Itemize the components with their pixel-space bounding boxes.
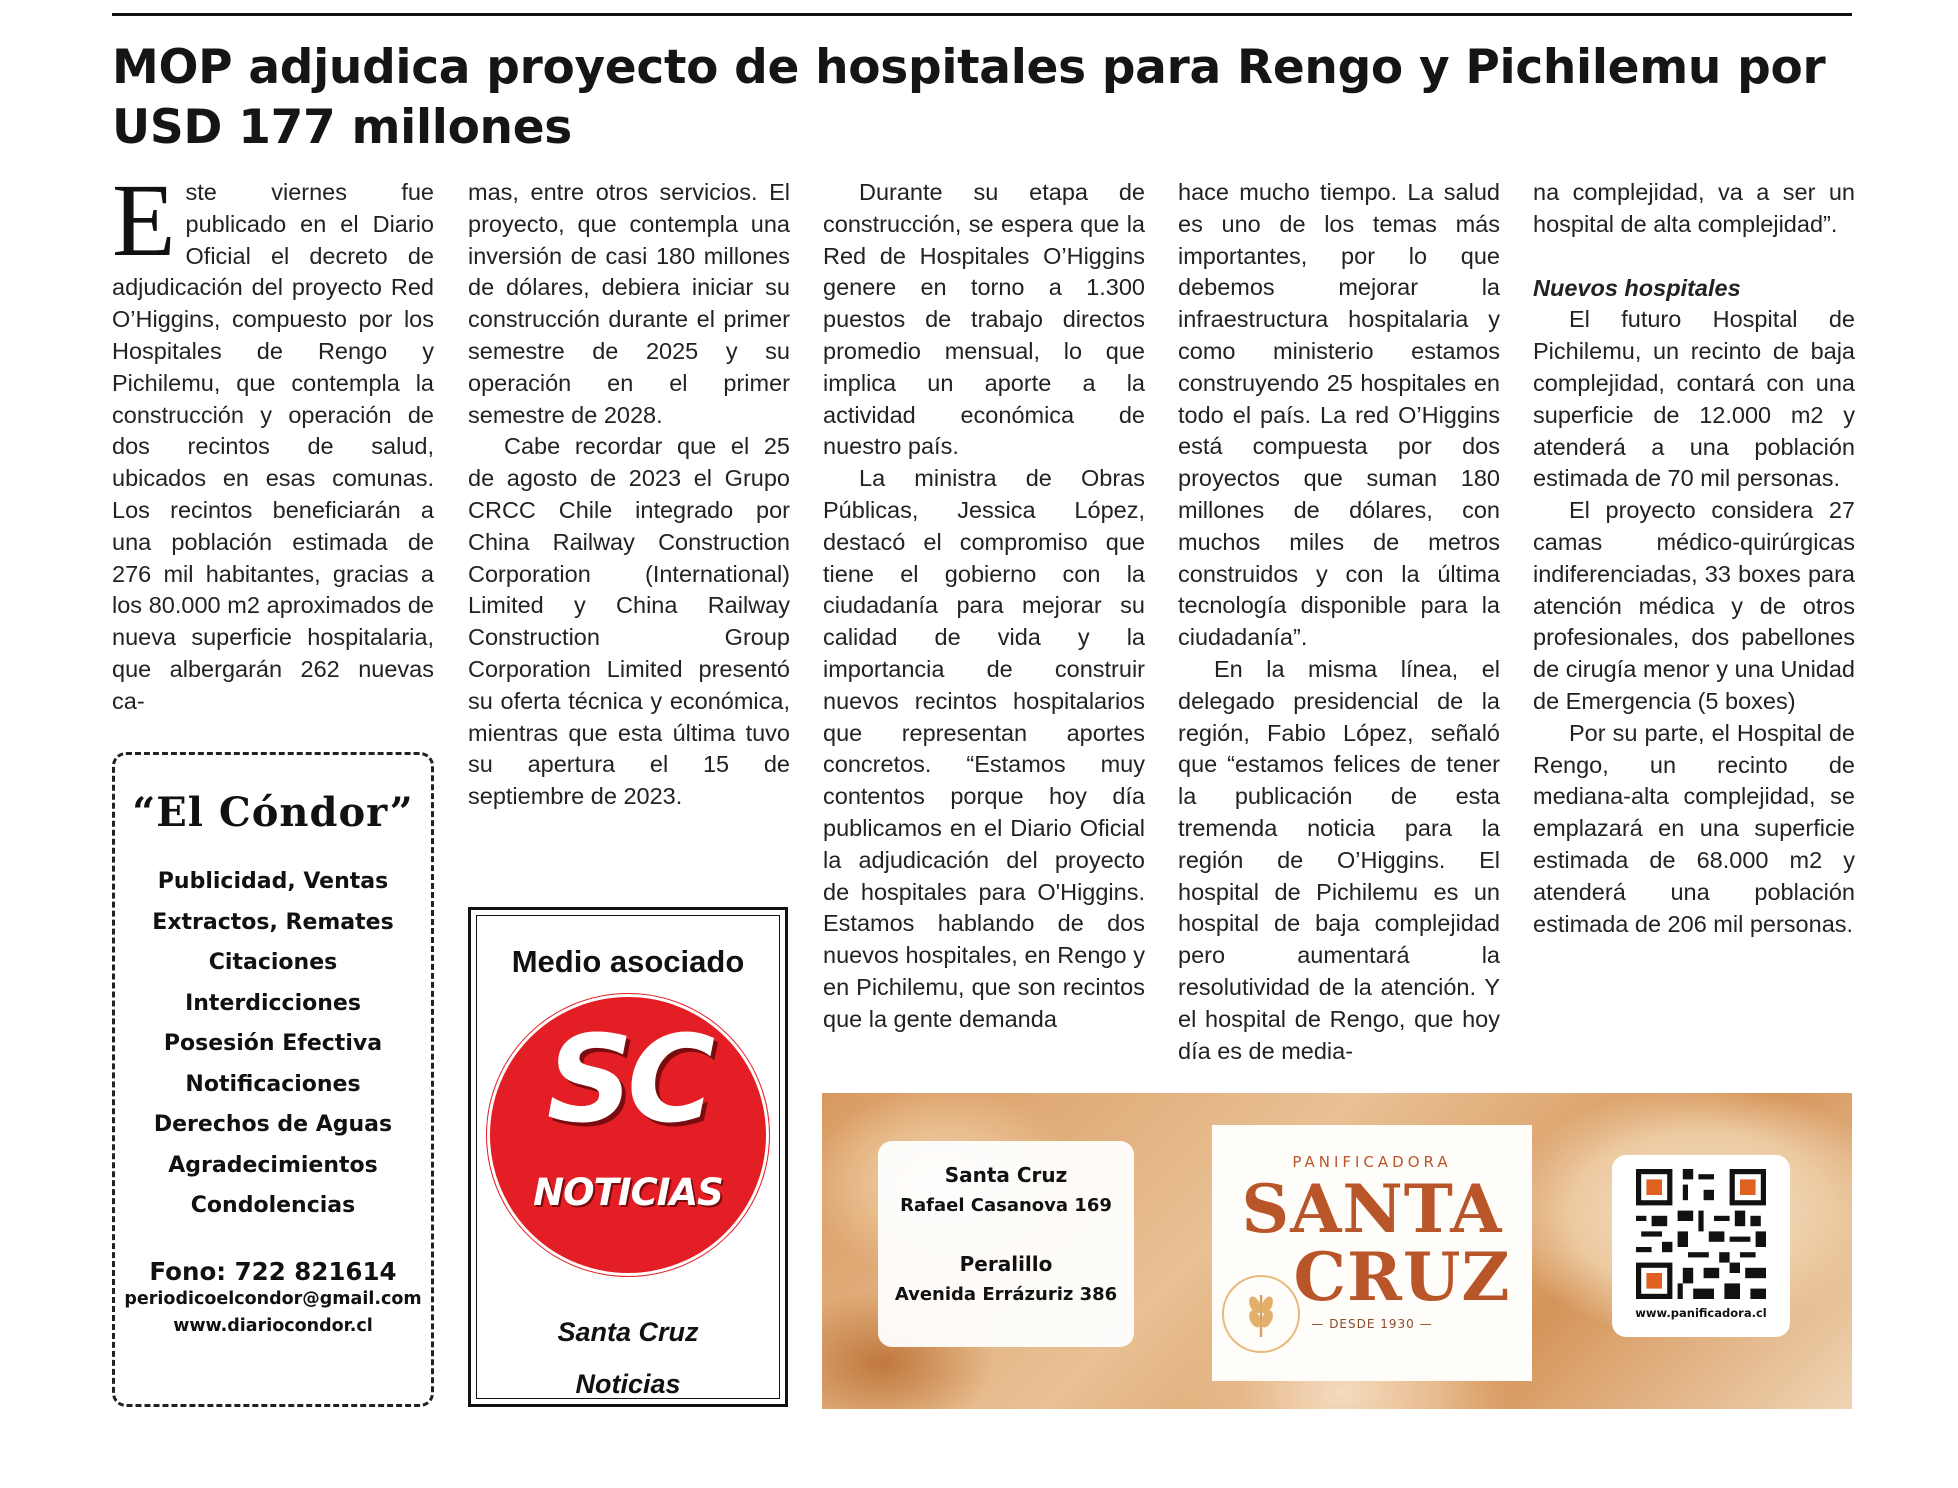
location-name: Peralillo [959, 1252, 1053, 1276]
article-column-4 [1178, 177, 1500, 1067]
brand-line-2: CRUZ [1293, 1238, 1511, 1316]
location-name: Santa Cruz [944, 1163, 1068, 1187]
condor-website: www.diariocondor.cl [173, 1315, 373, 1336]
list-item: Interdicciones [185, 990, 361, 1016]
subheading: Nuevos hospitales [1533, 274, 1741, 301]
condor-phone: Fono: 722 821614 [149, 1256, 397, 1286]
bakery-addresses [878, 1141, 1134, 1347]
bakery-brand-logo [1212, 1125, 1532, 1381]
brand-line-1: SANTA [1241, 1170, 1503, 1248]
condor-ad-box [112, 752, 434, 1407]
location-address: Rafael Casanova 169 [900, 1195, 1112, 1216]
qr-code-icon [1636, 1169, 1766, 1299]
article-column-3 [823, 177, 1145, 1036]
bakery-ad [822, 1093, 1852, 1409]
paragraph: Cabe recordar que el 25 de agosto de 2023 el Grupo CRCC Chile integrado por China Railway Construction Corporation (International) Limited y China Railway Construction Group Corporation Limited presentó su oferta técnica y económica, mientras que esta última tuvo su apertura el 15 de septiembre de 2023. [468, 433, 790, 810]
list-item: Condolencias [190, 1193, 356, 1218]
list-item: Agradecimientos [168, 1152, 378, 1178]
list-item: Extractos, Remates [152, 909, 394, 935]
location-address: Avenida Errázuriz 386 [894, 1284, 1118, 1305]
condor-services-list [115, 862, 431, 1227]
drop-cap: E [112, 163, 176, 278]
medio-caption-1: Santa Cruz [557, 1317, 699, 1347]
bakery-website[interactable]: www.panificadora.cl [1635, 1306, 1767, 1320]
paragraph: El proyecto considera 27 camas médico-quirúrgicas indiferenciadas, 33 boxes para atención médica y de otros profesionales, dos pabellones de cirugía menor y una Unidad de Emergencia (5 boxes) [1533, 497, 1855, 714]
list-item: Publicidad, Ventas [157, 869, 389, 894]
paragraph: na complejidad, va a ser un hospital de alta complejidad”. [1533, 179, 1855, 237]
logo-main-text: SC [546, 1011, 710, 1150]
article-headline: MOP adjudica proyecto de hospitales para Rengo y Pichilemu por USD 177 millones [112, 40, 1826, 155]
top-rule [112, 13, 1852, 16]
article-column-5 [1533, 177, 1855, 940]
list-item: Posesión Efectiva [163, 1031, 383, 1056]
condor-email: periodicoelcondor@gmail.com [124, 1288, 422, 1309]
list-item: Derechos de Aguas [153, 1112, 393, 1137]
medio-caption-2: Noticias [575, 1369, 681, 1399]
medio-title: Medio asociado [511, 944, 745, 979]
logo-sub-text: NOTICIAS [533, 1171, 723, 1214]
paragraph: hace mucho tiempo. La salud es uno de los temas más importantes, por lo que debemos mejorar la infraestructura hospitalaria y como ministerio estamos construyendo 25 hospitales en todo el país. La red O’Higgins está compuesta por dos proyectos que suman 180 millones de dólares, con muchos miles de metros construidos y con la última tecnología disponible para la ciudadanía”. [1178, 179, 1500, 651]
wheat-icon [1222, 1275, 1300, 1353]
qr-code[interactable] [1612, 1155, 1790, 1337]
condor-title: “El Cóndor” [132, 789, 414, 836]
article-column-2 [468, 177, 790, 813]
list-item: Citaciones [208, 950, 338, 975]
medio-asociado-box [468, 907, 788, 1407]
paragraph: La ministra de Obras Públicas, Jessica López, destacó el compromiso que tiene el gobierno con la ciudadanía para mejorar su calidad de vida y la importancia de construir nuevos recintos hospitalarios que representan aportes concretos. “Estamos muy contentos porque hoy día publicamos en el Diario Oficial la adjudicación del proyecto de hospitales para O'Higgins. Estamos hablando de dos nuevos hospitales, en Rengo y en Pichilemu, que son recintos que la gente demanda [823, 465, 1145, 1032]
article-column-1 [112, 163, 434, 718]
sc-noticias-logo [487, 994, 769, 1276]
paragraph: Durante su etapa de construcción, se espera que la Red de Hospitales O’Higgins genere en torno a 1.300 puestos de trabajo directos promedio mensual, lo que implica un aporte a la actividad económica de nuestro país. [823, 179, 1145, 460]
paragraph: Por su parte, el Hospital de Rengo, un recinto de mediana-alta complejidad, se emplazará en una superficie estimada de 68.000 m2 y atenderá una población estimada de 206 mil personas. [1533, 719, 1855, 937]
brand-since: — DESDE 1930 — [1311, 1317, 1433, 1331]
paragraph: mas, entre otros servicios. El proyecto, que contempla una inversión de casi 180 millones de dólares, debiera iniciar su construcción durante el primer semestre de 2025 y su operación en el primer semestre de 2028. [468, 179, 790, 428]
paragraph: En la misma línea, el delegado presidencial de la región, Fabio López, señaló que “estamos felices de tener la publicación de esta tremenda noticia para la región de O’Higgins. El hospital de Pichilemu es un hospital de baja complejidad pero aumentará la resolutividad de la atención. Y el hospital de Rengo, que hoy día es de media- [1178, 655, 1500, 1064]
brand-top-text: PANIFICADORA [1292, 1153, 1452, 1171]
paragraph: ste viernes fue publicado en el Diario Oficial el decreto de adjudicación del proyecto Red O’Higgins, compuesto por los Hospitales de Rengo y Pichilemu, que contempla la construcción y operación de dos recintos de salud, ubicados en esas comunas. Los recintos beneficiarán a una población estimada de 276 mil habitantes, gracias a los 80.000 m2 aproximados de nueva superficie hospitalaria, que albergarán 262 nuevas ca- [112, 179, 434, 714]
list-item: Notificaciones [185, 1071, 361, 1097]
paragraph: El futuro Hospital de Pichilemu, un recinto de baja complejidad, contará con una superficie de 12.000 m2 y atenderá a una población estimada de 70 mil personas. [1533, 306, 1855, 492]
